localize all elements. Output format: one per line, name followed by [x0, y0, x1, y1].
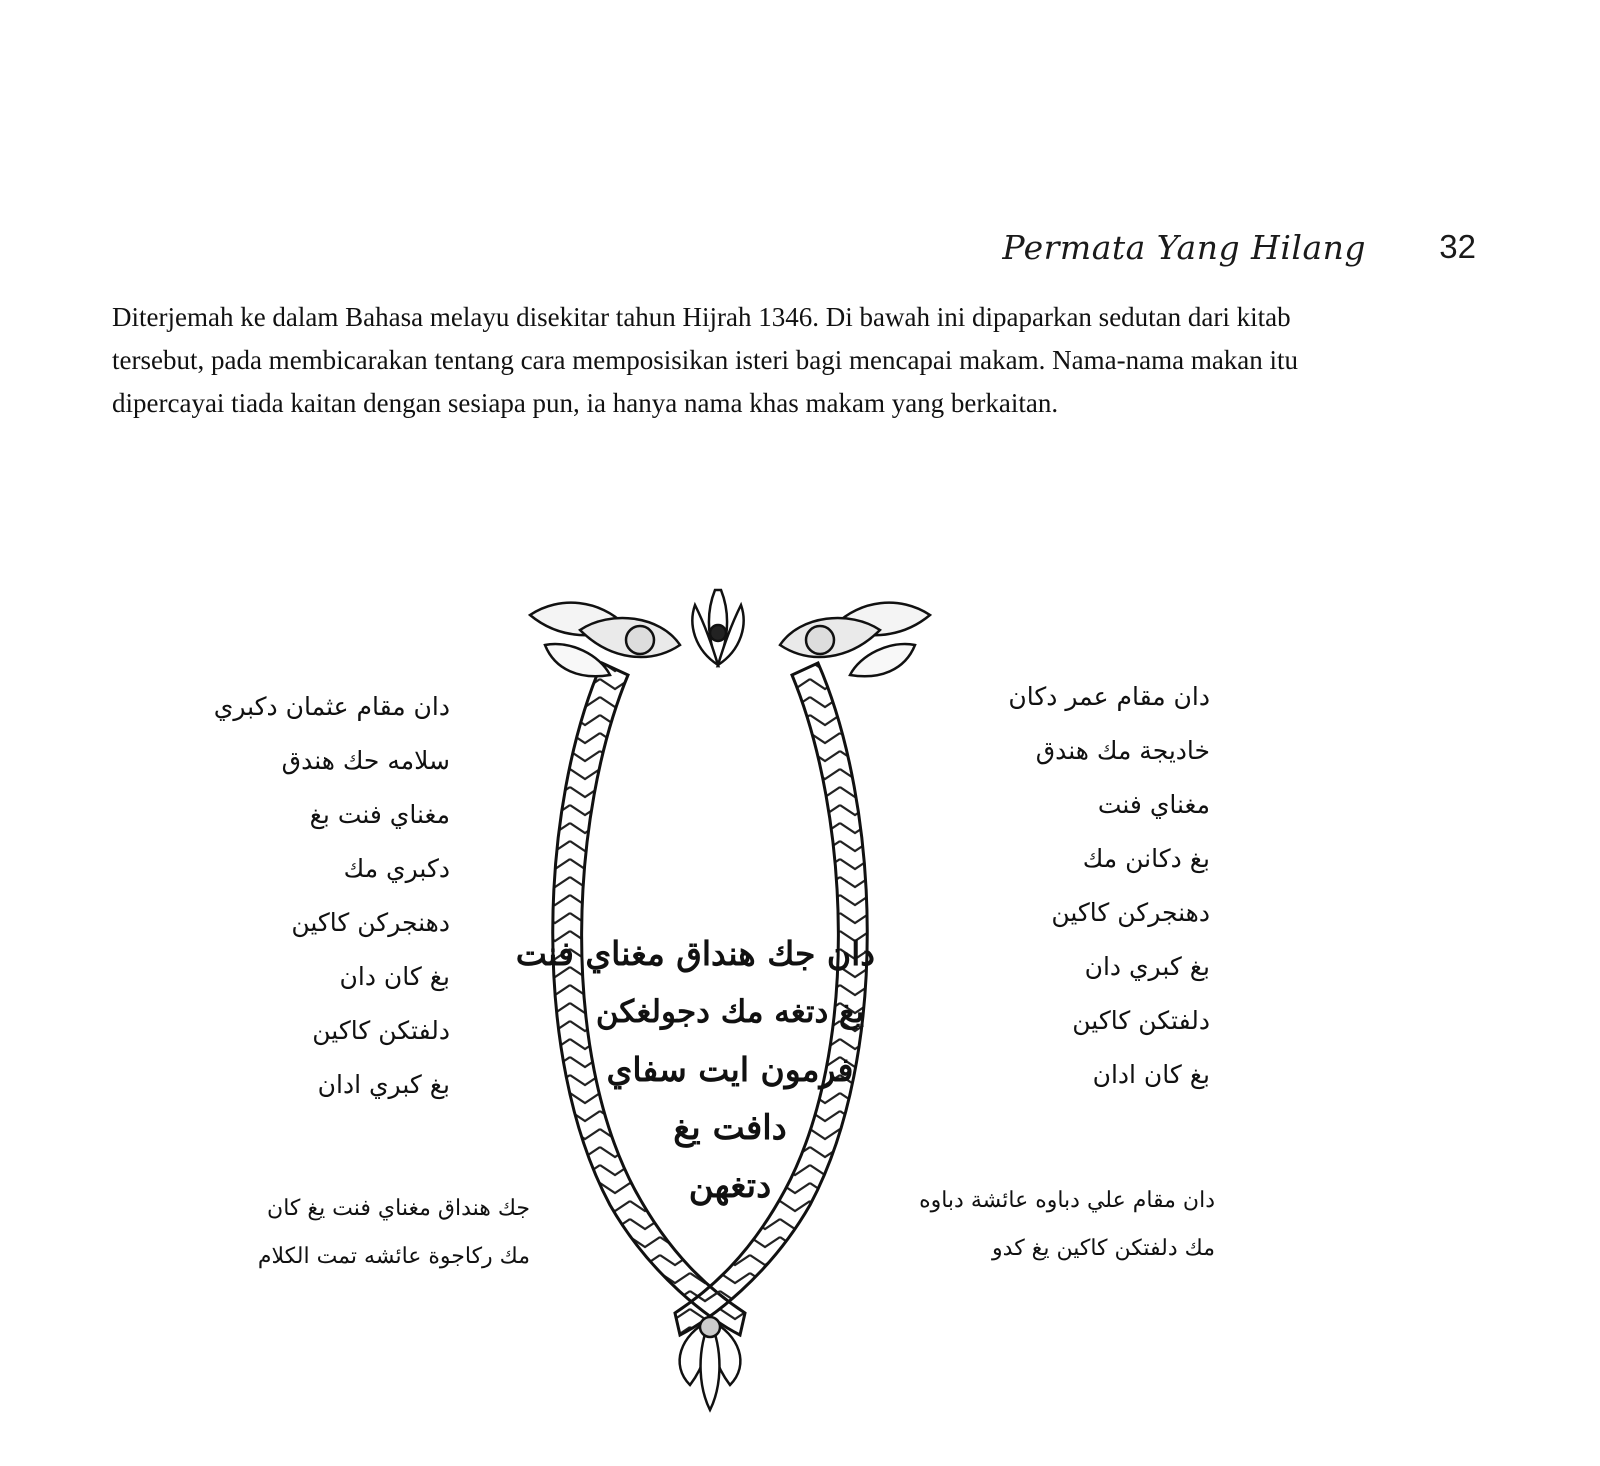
footer-verse-line: جك هنداق مغناي فنت يغ كان — [267, 1196, 530, 1221]
verse-line: دكبري مك — [343, 854, 450, 883]
verse-line: مغناي فنت — [1097, 790, 1210, 819]
footer-verse-line: مك ركاجوة عائشه تمت الكلام — [257, 1244, 530, 1269]
verse-line: دان مقام عمر دكان — [1008, 682, 1210, 711]
verse-line: دان مقام عثمان دكبري — [213, 692, 450, 721]
verse-line: بغ كان دان — [339, 962, 450, 991]
verse-line: بغ كبري ادان — [317, 1070, 450, 1099]
footer-verse-line: مك دلفتكن كاكين يغ كدو — [992, 1236, 1215, 1261]
verse-line: دلفتكن كاكين — [1072, 1006, 1210, 1035]
verse-line: دهنجركن كاكين — [1051, 898, 1210, 927]
left-footer-verse — [240, 1185, 530, 1281]
right-verse-column — [1008, 670, 1210, 1102]
running-header — [900, 222, 1476, 272]
footer-verse-line: دان مقام علي دباوه عائشة دباوه — [919, 1188, 1215, 1213]
verse-line: سلامه حك هندق — [281, 746, 450, 775]
center-verse-line: يغ دتغه مك دجولغكن — [595, 994, 865, 1030]
top-right-flower-ornament — [780, 603, 930, 677]
right-footer-verse — [919, 1177, 1215, 1273]
top-center-lotus-ornament — [692, 590, 743, 665]
manuscript-illustration — [213, 585, 1260, 1425]
center-verse-block — [515, 925, 875, 1215]
center-verse-line: دتغهن — [688, 1166, 772, 1206]
verse-line: بغ كان ادان — [1092, 1060, 1210, 1089]
center-verse-line: دان جك هنداق مغناي فنت — [515, 934, 875, 973]
verse-line: خاديجة مك هندق — [1035, 736, 1210, 765]
page-number: 32 — [1439, 228, 1476, 265]
body-paragraph: Diterjemah ke dalam Bahasa melayu disekitar tahun Hijrah 1346. Di bawah ini dipaparkan sedutan dari kitab tersebut, pada membicarakan tentang cara memposisikan isteri bagi mencapai makam. Nama-nama makan itu dipercayai tiada kaitan dengan sesiapa pun, ia hanya nama khas makam yang berkaitan. — [112, 302, 1299, 418]
verse-line: دهنجركن كاكين — [291, 908, 450, 937]
book-title: Permata Yang Hilang — [1002, 228, 1366, 267]
verse-line: بغ كبري دان — [1084, 952, 1210, 981]
left-verse-column — [213, 680, 450, 1112]
center-verse-line: دافت يغ — [673, 1108, 787, 1148]
verse-line: بغ دكانن مك — [1082, 844, 1210, 873]
center-verse-line: فرمون ايت سفاي — [606, 1050, 854, 1089]
top-left-flower-ornament — [530, 603, 680, 677]
verse-line: دلفتكن كاكين — [312, 1016, 450, 1045]
verse-line: مغناي فنت بغ — [309, 800, 450, 829]
